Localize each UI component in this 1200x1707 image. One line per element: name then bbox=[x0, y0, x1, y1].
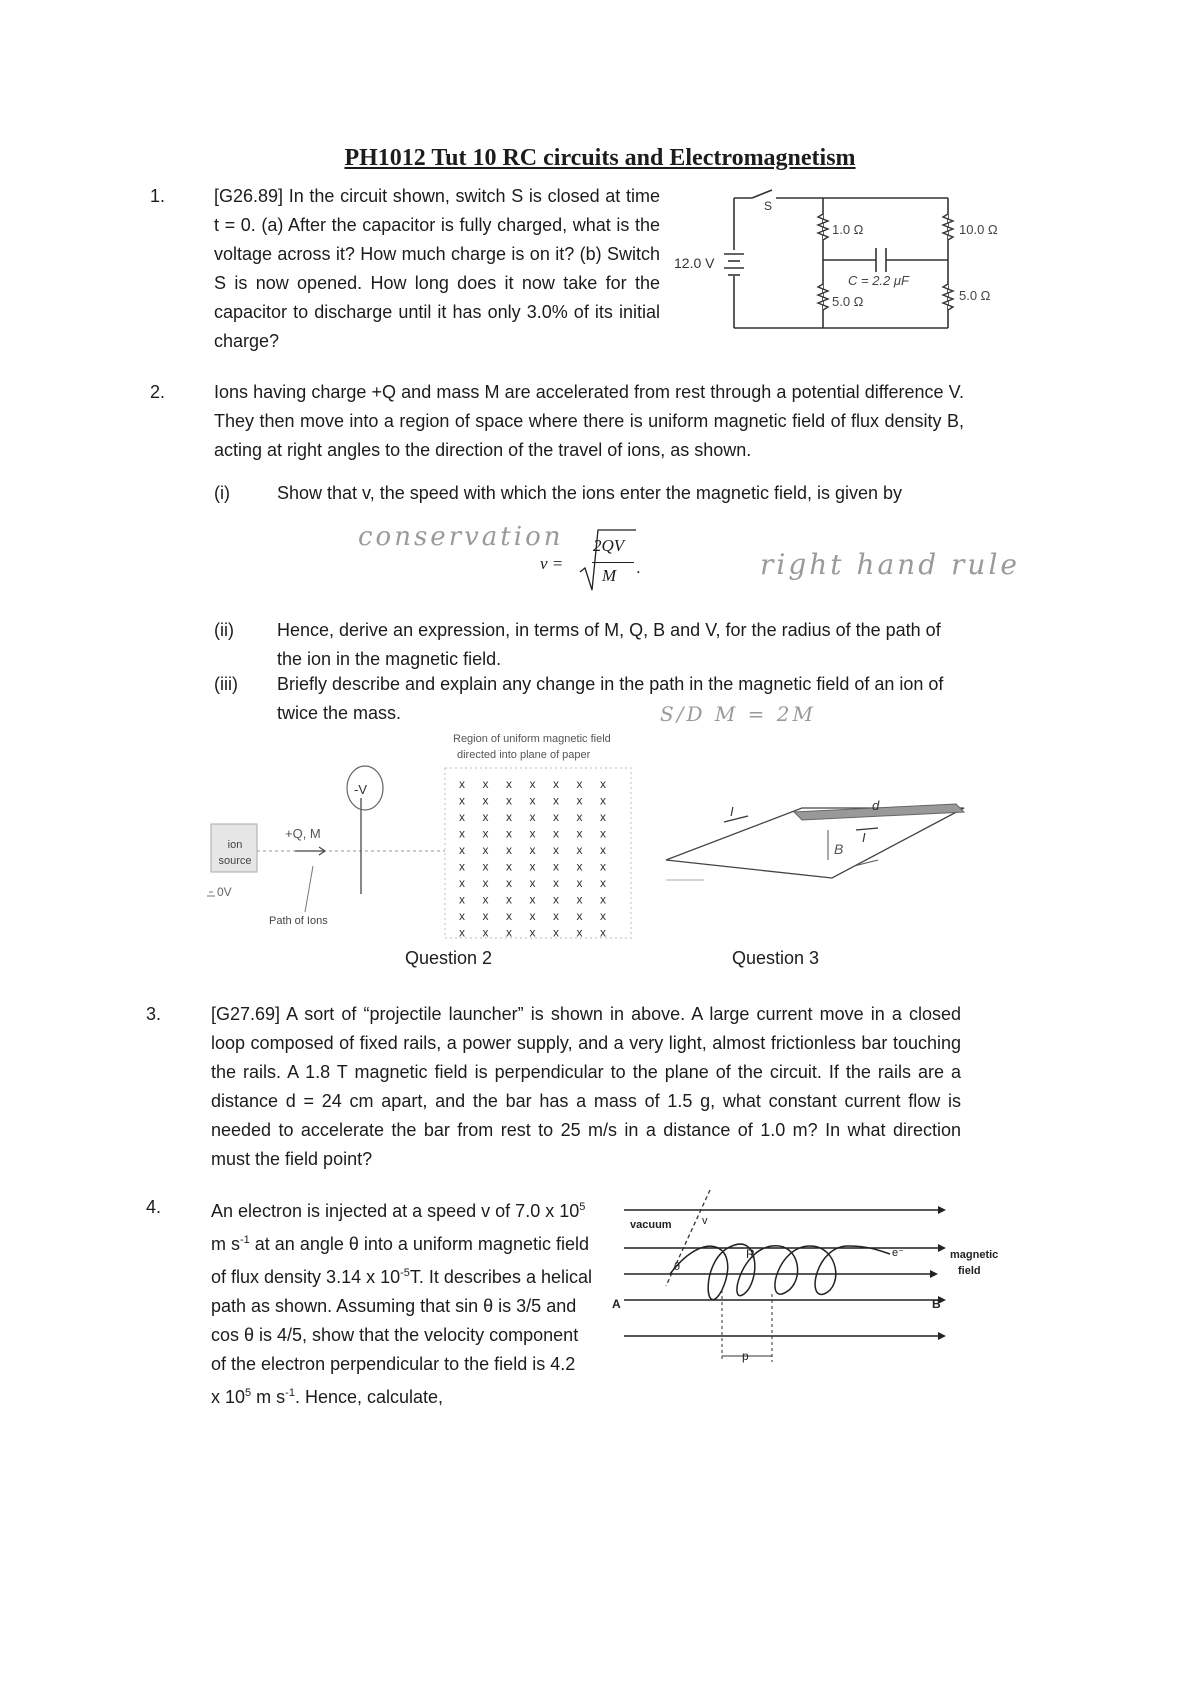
current-label-right: I bbox=[862, 830, 866, 845]
field-cross: x bbox=[482, 892, 489, 907]
field-cross: x bbox=[506, 826, 512, 841]
field-cross: x bbox=[553, 892, 559, 907]
field-cross: x bbox=[529, 777, 536, 791]
q2-text: Ions having charge +Q and mass M are accelerated from rest through a potential difference V. They then move into a region of space where there is uniform magnetic field of flux density B, acting at right angles to the direction of the travel of ions, as shown. bbox=[214, 382, 964, 460]
field-cross: x bbox=[576, 909, 583, 923]
field-cross: x bbox=[506, 859, 512, 874]
field-cross: x bbox=[600, 777, 606, 791]
field-cross: x bbox=[576, 859, 583, 874]
field-cross: x bbox=[506, 909, 512, 923]
fraction-bar bbox=[592, 562, 634, 563]
formula-lhs: v = bbox=[540, 554, 564, 573]
field-cross: x bbox=[482, 777, 489, 791]
field-cross: x bbox=[459, 876, 465, 890]
q2-part-ii-text: Hence, derive an expression, in terms of M, Q, B and V, for the radius of the path of the ion in the magnetic field. bbox=[277, 620, 941, 669]
q4-sup: 5 bbox=[245, 1387, 252, 1399]
q2-part-i-text: Show that v, the speed with which the ions enter the magnetic field, is given by bbox=[277, 483, 903, 503]
q4-text-seg: m s bbox=[211, 1234, 240, 1254]
q4-text-seg: m s bbox=[251, 1387, 286, 1407]
field-cross: x bbox=[482, 925, 489, 940]
q4-text-seg: T. It describes a helical bbox=[409, 1267, 592, 1287]
field-cross: x bbox=[576, 810, 583, 824]
velocity-label: v bbox=[702, 1215, 708, 1227]
field-cross: x bbox=[576, 843, 583, 857]
ion-source-line1: ion bbox=[227, 839, 243, 851]
field-cross: x bbox=[459, 925, 465, 940]
field-cross: x bbox=[459, 892, 465, 907]
formula-numerator: 2QV bbox=[593, 536, 625, 555]
field-cross: x bbox=[482, 826, 489, 841]
field-cross: x bbox=[600, 810, 606, 824]
field-cross: x bbox=[553, 876, 559, 890]
field-cross: x bbox=[576, 925, 583, 940]
field-b-label: B bbox=[834, 841, 844, 857]
field-cross: x bbox=[529, 793, 536, 808]
speed-formula bbox=[540, 528, 700, 598]
field-label-line2: field bbox=[958, 1265, 981, 1277]
field-cross: x bbox=[576, 892, 583, 907]
field-cross: x bbox=[576, 876, 583, 890]
field-cross: x bbox=[553, 843, 559, 857]
field-cross: x bbox=[529, 925, 536, 940]
field-cross: x bbox=[553, 859, 559, 874]
field-cross: x bbox=[506, 793, 512, 808]
handwritten-note-conservation: conservation bbox=[358, 522, 564, 552]
theta-label: θ bbox=[674, 1261, 681, 1273]
q2-number: 2. bbox=[150, 382, 166, 402]
question-3-caption: Question 3 bbox=[732, 948, 820, 968]
field-cross: x bbox=[529, 892, 536, 907]
q3-text: [G27.69] A sort of “projectile launcher” is shown in above. A large current move in a closed loop composed of fixed rails, a power supply, and a very light, almost frictionless bar touching the rails. A 1.8 T magnetic field is perpendicular to the plane of the circuit. If the rails are a distance d = 24 cm apart, and the bar has a mass of 1.5 g, what constant current flow is needed to accelerate the bar from rest to 25 m/s in a distance of 1.0 m? In what direction must the field point? bbox=[211, 1004, 961, 1169]
field-cross: x bbox=[529, 876, 536, 890]
q4-sup: -1 bbox=[285, 1387, 295, 1399]
q1-circuit-diagram bbox=[672, 188, 1012, 340]
field-cross: x bbox=[553, 793, 559, 808]
formula-end: . bbox=[636, 558, 641, 577]
q3-launcher-diagram bbox=[664, 780, 984, 900]
r2-label: 10.0 Ω bbox=[959, 222, 998, 237]
field-cross: x bbox=[506, 876, 512, 890]
field-cross: x bbox=[506, 777, 512, 791]
field-label-line1: magnetic bbox=[950, 1249, 999, 1261]
field-cross: x bbox=[553, 810, 559, 824]
q4-text bbox=[211, 1193, 611, 1412]
field-cross: x bbox=[576, 777, 583, 791]
field-cross: x bbox=[459, 777, 465, 791]
field-cross: x bbox=[459, 859, 465, 874]
q4-text-seg: x 10 bbox=[211, 1387, 246, 1407]
q4-number: 4. bbox=[146, 1197, 162, 1217]
point-b-label: B bbox=[932, 1297, 941, 1311]
field-cross: x bbox=[553, 777, 559, 791]
q2-part-iii-text: Briefly describe and explain any change in the path in the magnetic field of an ion of twice the mass. bbox=[277, 674, 944, 723]
field-cross: x bbox=[506, 892, 512, 907]
field-cross: x bbox=[482, 859, 489, 874]
field-cross: x bbox=[529, 859, 536, 874]
field-cross: x bbox=[600, 843, 606, 857]
path-of-ions-label: Path of Ions bbox=[269, 915, 328, 927]
field-cross: x bbox=[553, 826, 559, 841]
q4-text-seg: path as shown. Assuming that sin θ is 3/5 and bbox=[211, 1296, 577, 1316]
switch-label: S bbox=[764, 199, 773, 213]
capacitor-label: C = 2.2 μF bbox=[848, 273, 909, 288]
field-cross: x bbox=[482, 843, 489, 857]
field-cross: x bbox=[459, 793, 465, 808]
field-cross: x bbox=[529, 810, 536, 824]
field-label-line1: Region of uniform magnetic field bbox=[453, 733, 611, 745]
handwritten-note-mass: S/D M = 2M bbox=[660, 702, 816, 726]
field-cross: x bbox=[553, 925, 559, 940]
field-cross: x bbox=[482, 909, 489, 923]
field-cross: x bbox=[482, 876, 489, 890]
field-cross: x bbox=[600, 892, 606, 907]
q2-ion-diagram bbox=[205, 728, 645, 950]
field-cross: x bbox=[600, 826, 606, 841]
field-cross-grid bbox=[459, 777, 606, 940]
field-cross: x bbox=[459, 909, 465, 923]
q4-sup: -1 bbox=[240, 1234, 250, 1246]
r3-label: 5.0 Ω bbox=[832, 294, 864, 309]
field-cross: x bbox=[600, 793, 606, 808]
field-cross: x bbox=[600, 859, 606, 874]
q4-sup: 5 bbox=[579, 1201, 586, 1213]
q4-sup: -5 bbox=[400, 1267, 410, 1279]
q4-text-seg: cos θ is 4/5, show that the velocity component bbox=[211, 1325, 579, 1345]
field-label-line2: directed into plane of paper bbox=[457, 749, 591, 761]
pitch-label: p bbox=[742, 1349, 749, 1363]
field-cross: x bbox=[600, 925, 606, 940]
q4-text-seg: of the electron perpendicular to the field is 4.2 bbox=[211, 1354, 576, 1374]
field-cross: x bbox=[529, 843, 536, 857]
field-cross: x bbox=[482, 810, 489, 824]
r4-label: 5.0 Ω bbox=[959, 288, 991, 303]
q2-part-i-label: (i) bbox=[214, 483, 230, 503]
field-cross: x bbox=[553, 909, 559, 923]
field-cross: x bbox=[506, 843, 512, 857]
field-cross: x bbox=[600, 876, 606, 890]
page-title: PH1012 Tut 10 RC circuits and Electromagnetism bbox=[344, 145, 856, 171]
field-cross: x bbox=[459, 810, 465, 824]
field-cross: x bbox=[600, 909, 606, 923]
minus-v-label: -V bbox=[354, 782, 367, 797]
field-cross: x bbox=[576, 793, 583, 808]
q2-part-ii-label: (ii) bbox=[214, 620, 234, 640]
handwritten-note-right-hand-rule: right hand rule bbox=[760, 548, 1020, 581]
field-cross: x bbox=[529, 909, 536, 923]
q2-part-iii-label: (iii) bbox=[214, 674, 238, 694]
q1-number: 1. bbox=[150, 186, 166, 206]
radius-label: R bbox=[746, 1247, 755, 1261]
field-cross: x bbox=[482, 793, 489, 808]
formula-denominator: M bbox=[602, 566, 617, 585]
vacuum-label: vacuum bbox=[630, 1219, 672, 1231]
field-cross: x bbox=[576, 826, 583, 841]
q4-text-seg: . Hence, calculate, bbox=[294, 1387, 444, 1407]
question-2-caption: Question 2 bbox=[405, 948, 493, 968]
charge-label: +Q, M bbox=[285, 826, 321, 841]
point-a-label: A bbox=[612, 1297, 621, 1311]
field-cross: x bbox=[506, 810, 512, 824]
q4-text-seg: at an angle θ into a uniform magnetic field bbox=[249, 1234, 589, 1254]
q4-helix-diagram bbox=[610, 1186, 1016, 1384]
zero-v-label: 0V bbox=[217, 885, 232, 899]
current-label-left: I bbox=[730, 804, 734, 819]
ion-source-line2: source bbox=[218, 855, 252, 867]
r1-label: 1.0 Ω bbox=[832, 222, 864, 237]
distance-label: d bbox=[872, 798, 880, 813]
q4-text-seg: of flux density 3.14 x 10 bbox=[211, 1267, 401, 1287]
electron-label: e⁻ bbox=[892, 1247, 904, 1259]
field-cross: x bbox=[529, 826, 536, 841]
q4-text-seg: An electron is injected at a speed v of 7.0 x 10 bbox=[211, 1201, 580, 1221]
battery-label: 12.0 V bbox=[674, 255, 715, 271]
field-cross: x bbox=[459, 826, 465, 841]
q1-text: [G26.89] In the circuit shown, switch S is closed at time t = 0. (a) After the capacitor is fully charged, what is the voltage across it? How much charge is on it? (b) Switch S is now opened. How long does it now take for the capacitor to discharge until it has only 3.0% of its initial charge? bbox=[214, 186, 660, 351]
field-cross: x bbox=[459, 843, 465, 857]
field-cross: x bbox=[506, 925, 512, 940]
q3-number: 3. bbox=[146, 1004, 162, 1024]
